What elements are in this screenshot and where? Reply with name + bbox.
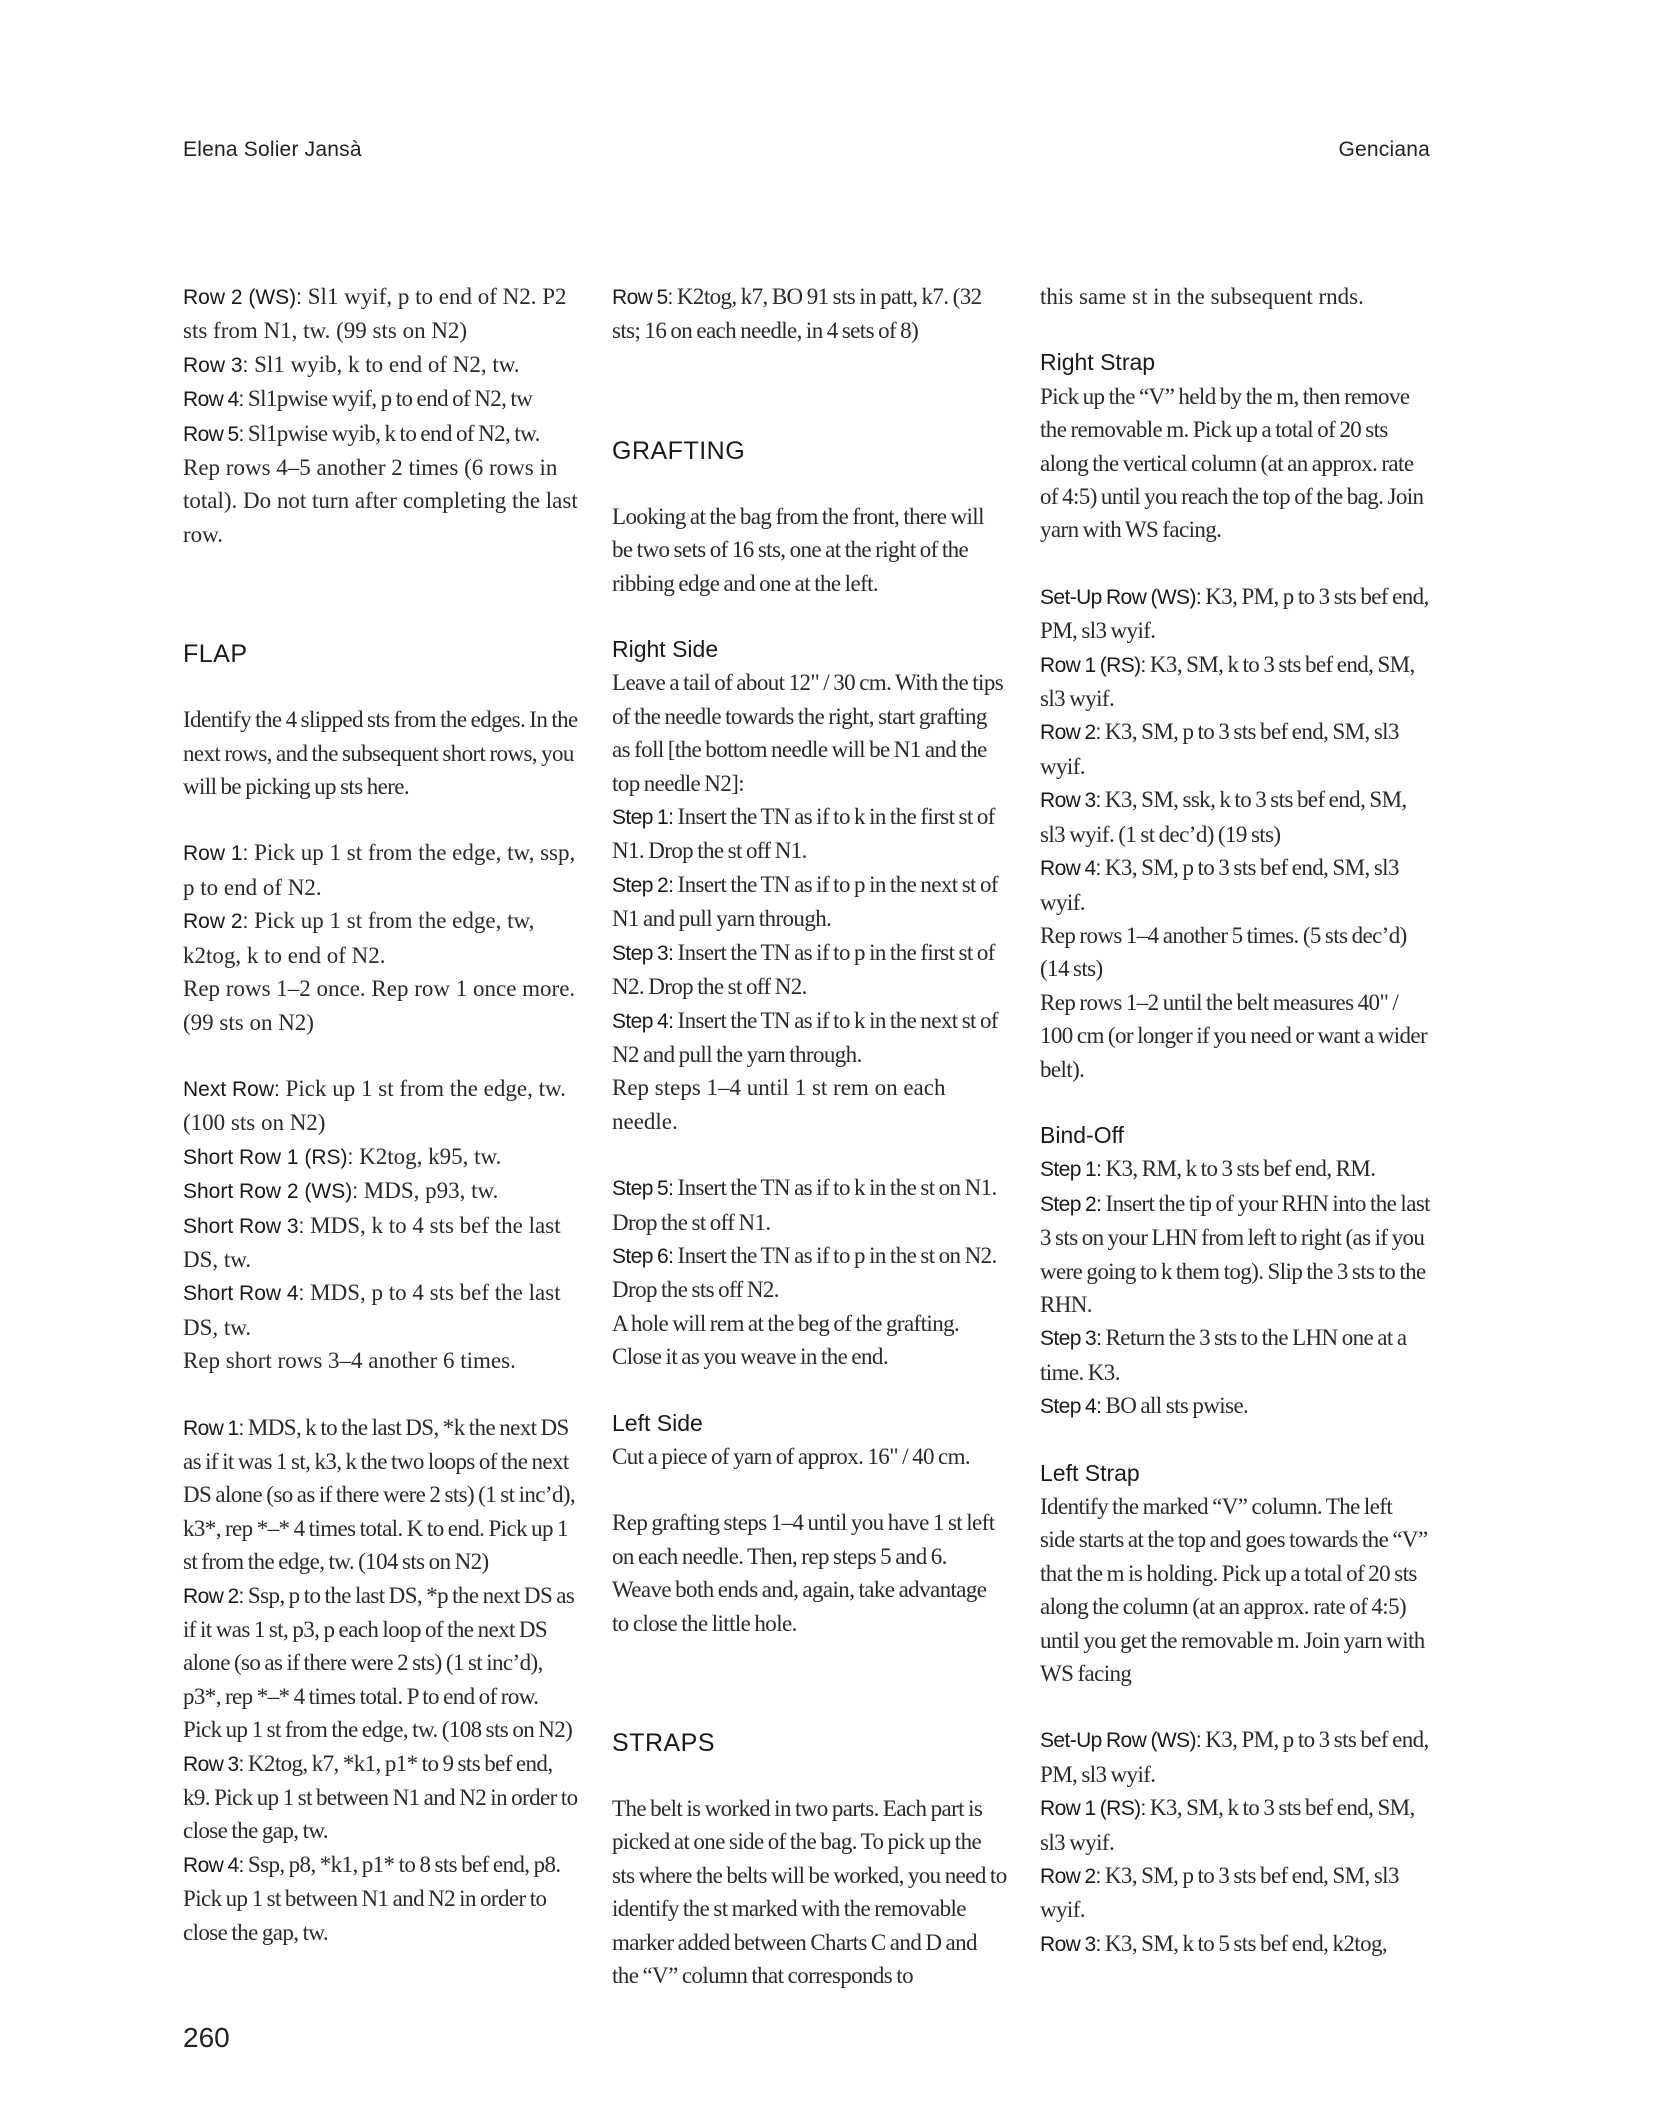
straps-text: The belt is worked in two parts. Each part is picked at one side of the bag. To pick up the sts where the belts will be worked, you need to identify the st marked with the removable marker added between Charts C and D and the “V” column that corresponds to: [612, 1796, 1007, 1989]
repeat-note: Rep rows 1–4 another 5 times. (5 sts dec’d) (14 sts): [1040, 922, 1407, 982]
section-heading-straps: STRAPS: [612, 1729, 716, 1757]
flap-intro: Identify the 4 slipped sts from the edges. In the next rows, and the subsequent short rows, you will be picking up sts here.: [183, 707, 578, 800]
repeat-note: Rep steps 1–4 until 1 st rem on each needle.: [612, 1075, 946, 1134]
row-instruction: Short Row 4: MDS, p to 4 sts bef the last DS, tw.: [183, 1280, 561, 1340]
row-instruction: Row 2: Ssp, p to the last DS, *p the next DS as if it was 1 st, p3, p each loop of the next DS alone (so as if there were 2 sts) (1 st inc’d), p3*, rep *–* 4 times total. P to end of row. Pick up 1 st from the edge, tw. (108 sts on N2): [183, 1582, 575, 1743]
row-instruction: Row 5: K2tog, k7, BO 91 sts in patt, k7. (32 sts; 16 on each needle, in 4 sets of 8): [612, 284, 982, 344]
row-instruction: Row 3: K3, SM, k to 5 sts bef end, k2tog,: [1040, 1930, 1388, 1956]
grafting-intro: Looking at the bag from the front, there will be two sets of 16 sts, one at the right of the ribbing edge and one at the left.: [612, 503, 984, 596]
section-heading-flap: FLAP: [183, 640, 248, 669]
step-instruction: Step 1: Insert the TN as if to k in the first st of N1. Drop the st off N1.: [612, 804, 995, 864]
step-instruction: Step 3: Return the 3 sts to the LHN one at a time. K3.: [1040, 1325, 1407, 1385]
continued-text: this same st in the subsequent rnds.: [1040, 284, 1364, 309]
step-instruction: Step 5: Insert the TN as if to k in the st on N1. Drop the st off N1.: [612, 1175, 997, 1235]
step-instruction: Step 2: Insert the tip of your RHN into the last 3 sts on your LHN from left to right (as if you were going to k them tog). Slip the 3 sts to the RHN.: [1040, 1190, 1430, 1317]
subheading-left-strap: Left Strap: [1040, 1459, 1140, 1486]
row-instruction: Set-Up Row (WS): K3, PM, p to 3 sts bef end, PM, sl3 wyif.: [1040, 583, 1429, 644]
left-side-repeat: Rep grafting steps 1–4 until you have 1 st left on each needle. Then, rep steps 5 and 6. Weave both ends and, again, take advantage to close the little hole.: [612, 1510, 995, 1636]
subheading-right-side: Right Side: [612, 636, 719, 663]
row-instruction: Row 1 (RS): K3, SM, k to 3 sts bef end, SM, sl3 wyif.: [1040, 651, 1415, 712]
hole-note: A hole will rem at the beg of the grafting. Close it as you weave in the end.: [612, 1310, 960, 1370]
step-instruction: Step 3: Insert the TN as if to p in the first st of N2. Drop the st off N2.: [612, 939, 995, 1000]
step-instruction: Step 2: Insert the TN as if to p in the next st of N1 and pull yarn through.: [612, 871, 998, 932]
subheading-left-side: Left Side: [612, 1409, 703, 1436]
subheading-bind-off: Bind-Off: [1040, 1121, 1124, 1148]
row-instruction: Next Row: Pick up 1 st from the edge, tw. (100 sts on N2): [183, 1075, 566, 1136]
row-instruction: Row 3: K3, SM, ssk, k to 3 sts bef end, SM, sl3 wyif. (1 st dec’d) (19 sts): [1040, 787, 1407, 847]
right-side-text: Leave a tail of about 12" / 30 cm. With the tips of the needle towards the right, start grafting as foll [the bottom needle will be N1 and the top needle N2]:: [612, 670, 1004, 796]
row-instruction: Row 1 (RS): K3, SM, k to 3 sts bef end, SM, sl3 wyif.: [1040, 1795, 1415, 1855]
row-instruction: Short Row 2 (WS): MDS, p93, tw.: [183, 1178, 499, 1204]
running-head-title: Genciana: [1338, 138, 1430, 161]
repeat-note: Rep rows 1–2 until the belt measures 40" / 100 cm (or longer if you need or want a wider belt).: [1040, 989, 1428, 1082]
section-heading-grafting: GRAFTING: [612, 436, 746, 465]
subheading-right-strap: Right Strap: [1040, 349, 1156, 376]
row-instruction: Short Row 1 (RS): K2tog, k95, tw.: [183, 1143, 502, 1169]
repeat-note: Rep short rows 3–4 another 6 times.: [183, 1348, 516, 1374]
row-instruction: Row 4: K3, SM, p to 3 sts bef end, SM, sl3 wyif.: [1040, 855, 1399, 915]
row-instruction: Row 1: Pick up 1 st from the edge, tw, ssp, p to end of N2.: [183, 840, 576, 900]
row-instruction: Row 2: K3, SM, p to 3 sts bef end, SM, sl3 wyif.: [1040, 719, 1399, 779]
row-instruction: Row 4: Ssp, p8, *k1, p1* to 8 sts bef end, p8. Pick up 1 st between N1 and N2 in order to close the gap, tw.: [183, 1851, 561, 1945]
row-instruction: Row 2 (WS): Sl1 wyif, p to end of N2. P2 sts from N1, tw. (99 sts on N2): [183, 284, 567, 344]
column-1: [183, 280, 578, 1949]
row-instruction: Short Row 3: MDS, k to 4 sts bef the last DS, tw.: [183, 1212, 561, 1272]
step-instruction: Step 4: BO all sts pwise.: [1040, 1393, 1249, 1419]
column-2: [612, 280, 1007, 1992]
running-head-author: Elena Solier Jansà: [183, 138, 362, 161]
step-instruction: Step 4: Insert the TN as if to k in the next st of N2 and pull the yarn through.: [612, 1007, 998, 1067]
repeat-note: Rep rows 1–2 once. Rep row 1 once more. (99 sts on N2): [183, 976, 576, 1035]
page-number: 260: [183, 2022, 230, 2053]
row-instruction: Row 1: MDS, k to the last DS, *k the next DS as if it was 1 st, k3, k the two loops of the next DS alone (so as if there were 2 sts) (1 st inc’d), k3*, rep *–* 4 times total. K to end. Pick up 1 st from the edge, tw. (104 sts on N2): [183, 1414, 576, 1575]
row-instruction: Row 2: K3, SM, p to 3 sts bef end, SM, sl3 wyif.: [1040, 1863, 1399, 1923]
repeat-note: Rep rows 4–5 another 2 times (6 rows in total). Do not turn after completing the last row.: [183, 455, 578, 547]
row-instruction: Row 3: K2tog, k7, *k1, p1* to 9 sts bef end, k9. Pick up 1 st between N1 and N2 in order to close the gap, tw.: [183, 1750, 578, 1844]
row-instruction: Row 5: Sl1pwise wyib, k to end of N2, tw.: [183, 420, 540, 446]
right-strap-text: Pick up the “V” held by the m, then remove the removable m. Pick up a total of 20 sts along the vertical column (at an approx. rate of 4:5) until you reach the top of the bag. Join yarn with WS facing.: [1040, 383, 1424, 543]
left-side-text: Cut a piece of yarn of approx. 16" / 40 cm.: [612, 1443, 971, 1469]
column-3: [1040, 280, 1430, 1961]
row-instruction: Row 4: Sl1pwise wyif, p to end of N2, tw: [183, 386, 533, 412]
row-instruction: Row 3: Sl1 wyib, k to end of N2, tw.: [183, 351, 520, 377]
step-instruction: Step 1: K3, RM, k to 3 sts bef end, RM.: [1040, 1156, 1376, 1182]
row-instruction: Row 2: Pick up 1 st from the edge, tw, k2tog, k to end of N2.: [183, 908, 535, 968]
step-instruction: Step 6: Insert the TN as if to p in the st on N2. Drop the sts off N2.: [612, 1242, 997, 1303]
row-instruction: Set-Up Row (WS): K3, PM, p to 3 sts bef end, PM, sl3 wyif.: [1040, 1727, 1429, 1787]
left-strap-text: Identify the marked “V” column. The left side starts at the top and goes towards the “V” that the m is holding. Pick up a total of 20 sts along the column (at an approx. rate of 4:5) until you get the removable m. Join yarn with WS facing: [1040, 1494, 1428, 1687]
